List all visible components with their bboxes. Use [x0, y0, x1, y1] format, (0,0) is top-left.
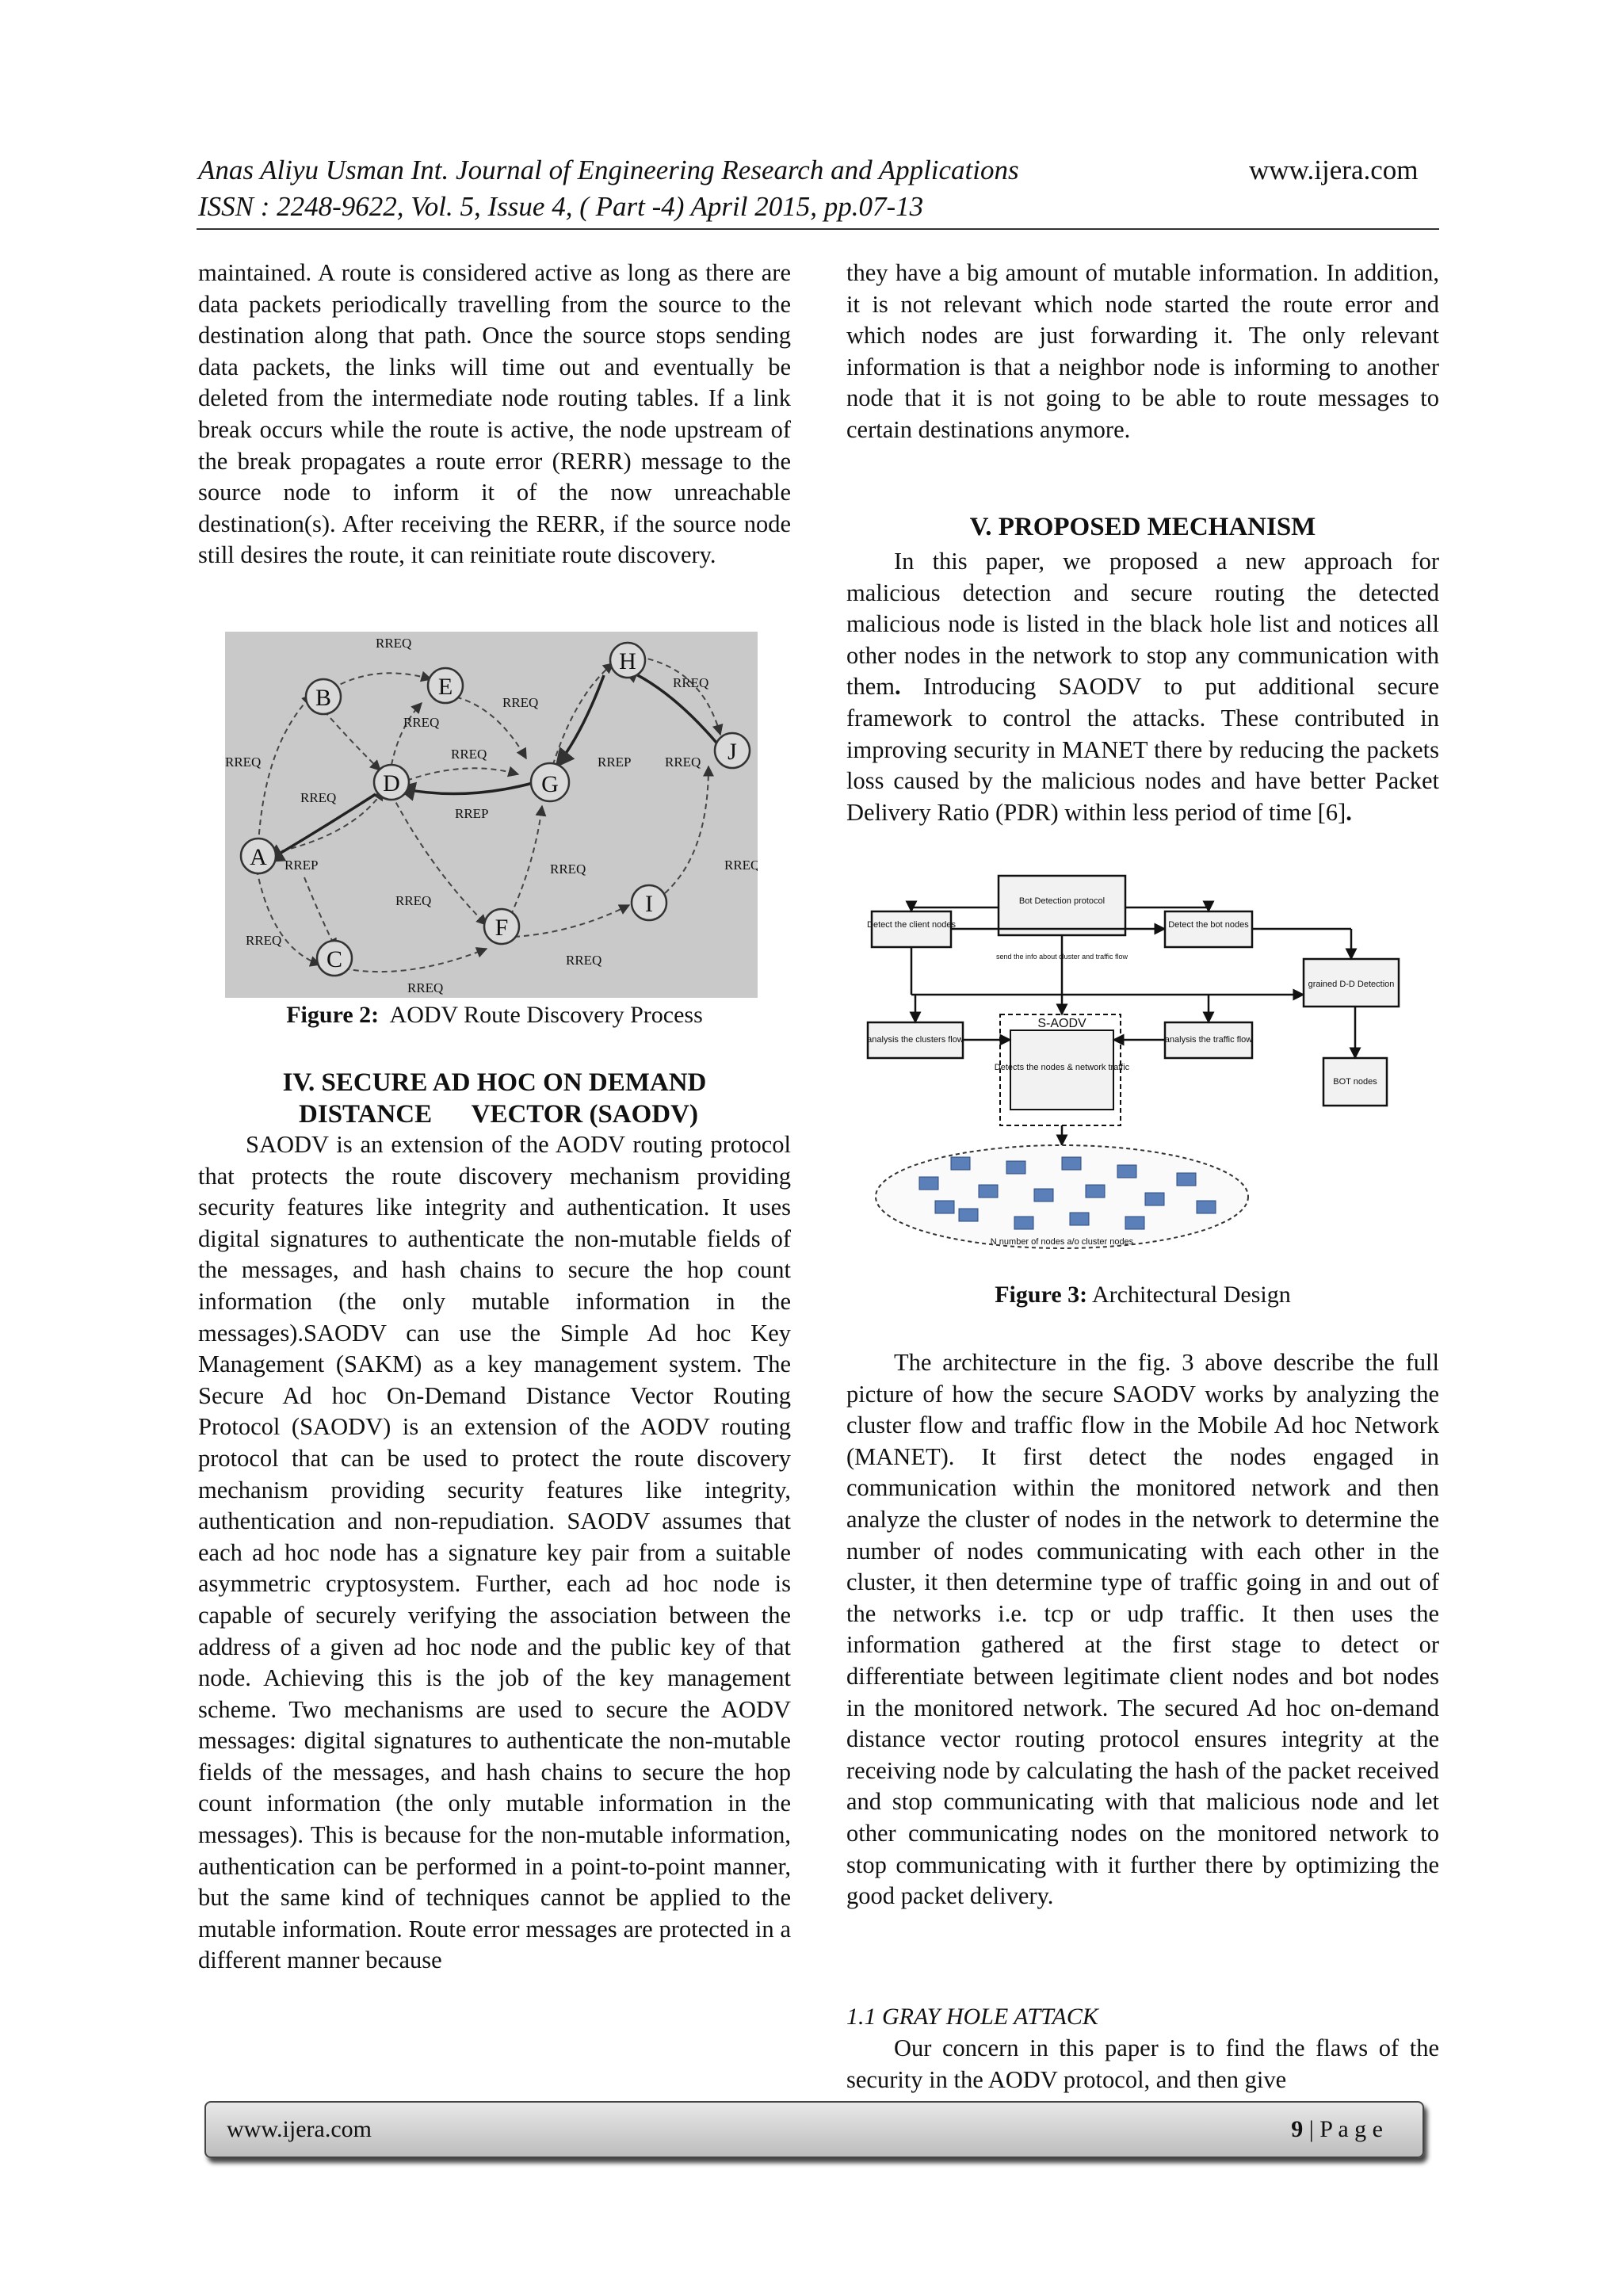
right-column-bottom — [846, 1347, 1439, 1912]
figure-3-caption — [846, 1280, 1439, 1310]
figure-3-caption-text: Architectural Design — [1092, 1282, 1291, 1308]
svg-text:RREQ: RREQ — [407, 980, 444, 995]
figure-3-label: Figure 3: — [995, 1282, 1088, 1308]
svg-text:send the info about cluster an: send the info about cluster and traffic flow — [996, 953, 1128, 961]
subsection-heading: 1.1 GRAY HOLE ATTACK — [846, 2004, 1098, 2030]
svg-text:RREQ: RREQ — [550, 861, 586, 877]
left-para-2: SAODV is an extension of the AODV routing protocol that protects the route discovery mechanism providing security features like integrity and authentication. It uses digital signatures to authenticate the non-mutable fields of the messages, and hash chains to secure the hop count information (the only mutable information in the messages).SAODV can use the Simple Ad hoc Key Management (SAKM) as a key management system. The Secure Ad hoc On-Demand Distance Vector Routing Protocol (SAODV) is an extension of the AODV routing protocol that can be used to protect the route discovery mechanism providing security features like integrity, authentication and non-repudiation. SAODV assumes that each ad hoc node has a signature key pair from a suitable asymmetric cryptosystem. Further, each ad hoc node is capable of securely verifying the association between the address of a given ad hoc node and the public key of that node. Achieving this is the job of the key management scheme. Two mechanisms are used to secure the AODV messages: digital signatures to authenticate the non-mutable fields of the messages, and hash chains to secure the hop count information (the only mutable information in the messages). This is because for the non-mutable information, authentication can be performed in a point-to-point manner, but the same kind of techniques cannot be applied to the mutable information. Route error messages are protected in a different manner because — [198, 1131, 791, 1974]
svg-text:RREQ: RREQ — [724, 858, 758, 873]
header-rule — [197, 228, 1439, 230]
svg-text:RREQ: RREQ — [395, 893, 432, 908]
page-number: 9 | P a g e — [1291, 2116, 1383, 2142]
section-4-line-1: IV. SECURE AD HOC ON DEMAND — [282, 1068, 707, 1097]
svg-text:H: H — [619, 648, 636, 674]
svg-text:G: G — [541, 771, 559, 797]
right-para-1: they have a big amount of mutable information. In addition, it is not relevant which node started the route error and which nodes are just forwarding it. The only relevant information is that a neighbor node is informing to another node that it is not going to be able to route messages to certain destinations anymore. — [846, 259, 1439, 443]
right-para-2: In this paper, we proposed a new approach for malicious detection and secure routing the detected malicious node is listed in the black hole list and notices all other nodes in the network to stop any communication with them. Introducing SAODV to put additional secure framework to control the attacks. These contributed in improving security in MANET there by reducing the packets loss caused by the malicious nodes and have better Packet Delivery Ratio (PDR) within less period of time [6]. — [846, 548, 1439, 826]
svg-text:Detect the client nodes: Detect the client nodes — [867, 920, 956, 930]
right-para-4: Our concern in this paper is to find the flaws of the security in the AODV protocol, and then give — [846, 2034, 1439, 2093]
svg-text:analysis the traffic flow: analysis the traffic flow — [1164, 1035, 1253, 1045]
left-para-1: maintained. A route is considered active as long as there are data packets periodically travelling from the source to the destination along that path. Once the source stops sending data packets, the links will time out and eventually be deleted from the intermediate node routing tables. If a link break occurs while the route is active, the node upstream of the break propagates a route error (RERR) message to the source node to inform it of the now unreachable destination(s). After receiving the RERR, if the source node still desires the route, it can reinitiate route discovery. — [198, 259, 791, 569]
footer-website[interactable]: www.ijera.com — [227, 2116, 372, 2142]
aodv-route-graph — [225, 632, 758, 998]
figure-2-label: Figure 2: — [286, 1002, 380, 1028]
svg-text:RREQ: RREQ — [225, 755, 262, 770]
svg-text:RREP: RREP — [285, 858, 319, 873]
svg-text:RREP: RREP — [598, 755, 632, 770]
svg-text:RREQ: RREQ — [502, 695, 539, 710]
svg-text:Bot Detection protocol: Bot Detection protocol — [1018, 896, 1106, 906]
journal-title: Anas Aliyu Usman Int. Journal of Engineering Research and Applications — [198, 155, 1019, 185]
section-4-heading — [198, 1067, 791, 1130]
svg-text:grained D-D Detection: grained D-D Detection — [1308, 980, 1395, 989]
svg-text:BOT nodes: BOT nodes — [1333, 1077, 1377, 1087]
svg-text:RREQ: RREQ — [665, 755, 701, 770]
section-5-heading: V. PROPOSED MECHANISM — [969, 513, 1316, 541]
svg-text:A: A — [250, 844, 267, 870]
figure-2-caption — [198, 1000, 791, 1030]
svg-text:RREQ: RREQ — [376, 636, 412, 651]
svg-text:F: F — [495, 915, 509, 941]
svg-text:RREQ: RREQ — [566, 953, 602, 968]
svg-text:C: C — [326, 946, 343, 972]
header-website[interactable]: www.ijera.com — [1249, 155, 1419, 185]
svg-text:RREQ: RREQ — [300, 790, 337, 805]
figure-2-caption-text: AODV Route Discovery Process — [389, 1002, 703, 1028]
svg-text:S-AODV: S-AODV — [1037, 1017, 1086, 1030]
left-column-bottom — [198, 1129, 791, 1977]
architecture-diagram — [864, 872, 1426, 1284]
svg-text:N number of nodes a/o cluster: N number of nodes a/o cluster nodes — [990, 1237, 1134, 1247]
figure-3-architecture — [864, 872, 1426, 1284]
svg-text:D: D — [383, 770, 400, 797]
figure-2-aodv-diagram — [225, 632, 758, 998]
svg-text:Detects the nodes & network tr: Detects the nodes & network traffic — [994, 1063, 1130, 1072]
svg-text:analysis the clusters flow: analysis the clusters flow — [867, 1035, 964, 1045]
footer-bar — [204, 2101, 1424, 2158]
right-column-end — [846, 2033, 1439, 2095]
svg-text:RREQ: RREQ — [403, 715, 440, 730]
svg-text:E: E — [437, 674, 453, 700]
right-para-3: The architecture in the fig. 3 above describe the full picture of how the secure SAODV works by analyzing the cluster flow and traffic flow in the Mobile Ad hoc Network (MANET). It first detect the nodes engaged in communication within the monitored network and then analyze the cluster of nodes in the network to determine the number of nodes communicating with each other in the cluster, it then determine type of traffic going in and out of the networks i.e. tcp or udp traffic. It then uses the information gathered at the first stage to detect or differentiate between legitimate client nodes and bot nodes in the monitored network. The secured Ad hoc on-demand distance vector routing protocol ensures integrity at the receiving node by calculating the hash of the packet received and stop communicating with that malicious node and let other communicating nodes on the monitored network to stop communicating with it further there by optimizing the good packet delivery. — [846, 1349, 1439, 1910]
svg-text:RREP: RREP — [455, 806, 489, 821]
svg-text:B: B — [315, 685, 332, 711]
issn-line: ISSN : 2248-9622, Vol. 5, Issue 4, ( Part -4) April 2015, pp.07-13 — [198, 191, 924, 222]
section-4-line-2: DISTANCE VECTOR (SAODV) — [299, 1100, 698, 1129]
svg-text:Detect the bot nodes: Detect the bot nodes — [1168, 920, 1249, 930]
right-column-mid — [846, 546, 1439, 828]
svg-text:RREQ: RREQ — [246, 933, 282, 948]
svg-text:RREQ: RREQ — [673, 675, 709, 690]
right-column-top — [846, 258, 1439, 446]
svg-text:I: I — [645, 891, 653, 917]
svg-text:J: J — [727, 739, 737, 765]
svg-text:RREQ: RREQ — [451, 747, 487, 762]
left-column-top — [198, 258, 791, 571]
